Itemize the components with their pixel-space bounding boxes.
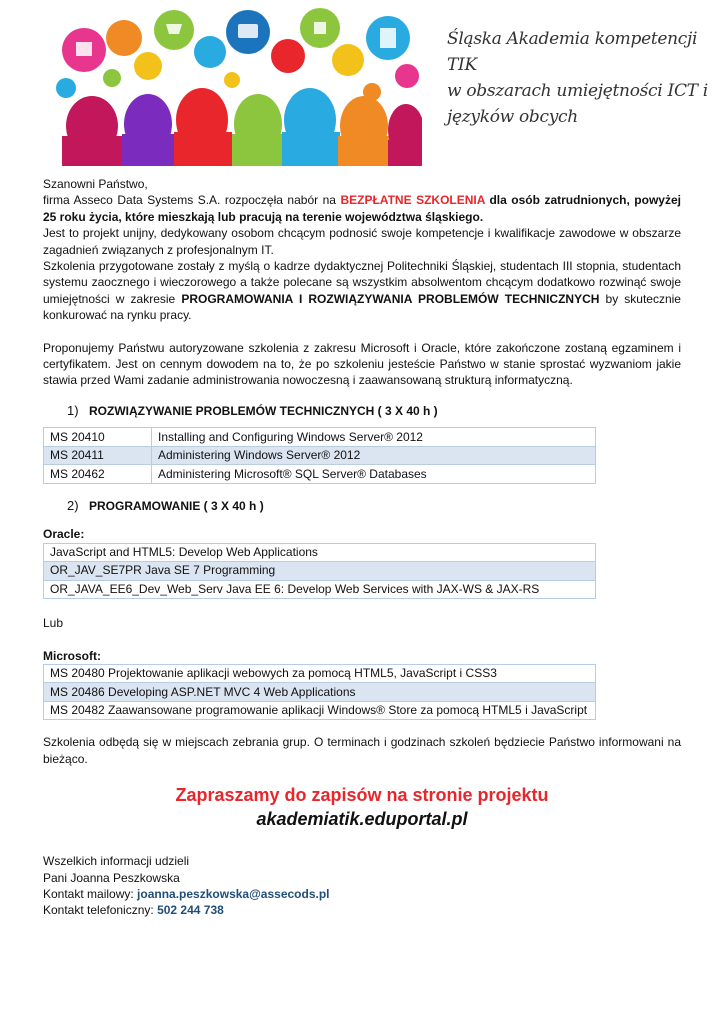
table-row [44,428,596,447]
mail-label: Kontakt mailowy: [43,887,138,902]
cta-line-1: Zapraszamy do zapisów na stronie projektu [175,785,549,806]
oracle-label: Oracle: [43,527,85,542]
oracle-course: OR_JAVA_EE6_Dev_Web_Serv Java EE 6: Develop Web Services with JAX-WS & JAX-RS [44,580,596,599]
header-title-line-4: języków obcych [447,107,578,127]
contact-mail-row [43,886,681,902]
table-row [44,580,596,599]
course-code: MS 20462 [44,465,152,484]
closing-paragraph: Szkolenia odbędą się w miejscach zebrania grup. O terminach i godzinach szkoleń będziecie Państwo informowani na bieżąco. [43,735,681,766]
header-title [447,26,708,130]
intro-paragraph-2: Jest to projekt unijny, dedykowany osobom chcącym podnosić swoje kompetencje i kwalifikacje zawodowe w obszarze zagadnień związanych z profesjonalnym IT. [43,226,681,257]
course-code: MS 20410 [44,428,152,447]
intro-paragraph-1 [43,192,681,225]
email-link[interactable]: joanna.peszkowska@assecods.pl [137,887,330,902]
table-row [44,683,596,702]
contact-block [43,853,681,919]
section-1-table [43,427,596,484]
phone-label: Kontakt telefoniczny: [43,903,158,918]
people-icons-illustration [52,8,422,166]
header-title-line-2: TIK [447,55,477,75]
intro-paragraph-4: Proponujemy Państwu autoryzowane szkolenia z zakresu Microsoft i Oracle, które zakończone zostaną egzaminem i certyfikatem. Jest on cennym dowodem na to, że po szkoleniu jesteście Państwo w stanie sprostać wyzwaniom jakie stawia przed Wami zadanie administrowania nowoczesną i zaawansowaną strukturą informatyczną. [43,340,681,388]
section-2-number: 2) [67,497,79,513]
intro-p1-text: firma Asseco Data Systems S.A. rozpoczęła nabór na [43,193,341,208]
course-name: Administering Microsoft® SQL Server® Databases [152,465,596,484]
table-row [44,562,596,581]
course-code: MS 20411 [44,446,152,465]
contact-person: Pani Joanna Peszkowska [43,870,180,885]
table-row [44,664,596,683]
oracle-course: JavaScript and HTML5: Develop Web Applications [44,543,596,562]
call-to-action [43,783,681,831]
header-title-line-1: Śląska Akademia kompetencji [447,29,698,49]
oracle-table [43,543,596,600]
document-body [43,176,681,919]
course-name: Installing and Configuring Windows Server® 2012 [152,428,596,447]
greeting: Szanowni Państwo, [43,177,148,191]
project-website-link[interactable]: akademiatik.eduportal.pl [256,809,468,830]
intro-p3-text-b: by skutecznie konkurować na rynku pracy. [43,291,681,323]
microsoft-course: MS 20480 Projektowanie aplikacji webowych za pomocą HTML5, JavaScript i CSS3 [44,664,596,683]
intro-p3-bold: PROGRAMOWANIA I ROZWIĄZYWANIA PROBLEMÓW TECHNICZNYCH [181,291,600,306]
or-text: Lub [43,616,64,631]
page-header [52,8,708,168]
free-training-highlight: BEZPŁATNE SZKOLENIA [340,193,485,208]
table-row [44,465,596,484]
contact-phone-row [43,902,681,918]
table-row [44,543,596,562]
header-title-line-3: w obszarach umiejętności ICT i [447,81,708,101]
microsoft-label: Microsoft: [43,648,101,663]
table-row [44,446,596,465]
section-2-title: PROGRAMOWANIE ( 3 X 40 h ) [89,498,264,513]
oracle-course: OR_JAV_SE7PR Java SE 7 Programming [44,562,596,581]
intro-paragraph-3 [43,258,681,324]
section-1-heading [67,403,681,419]
intro-p3-text-a: Szkolenia przygotowane zostały z myślą o kadrze dydaktycznej Politechniki Śląskiej, studentach III stopnia, studentach systemu zaocznego i wieczorowego a także polecane są wszystkim absolwentom chcącym dodatkowo rozwinąć swoje umiejętności w zakresie [43,259,681,306]
contact-intro: Wszelkich informacji udzieli [43,854,190,869]
microsoft-course: MS 20482 Zaawansowane programowanie aplikacji Windows® Store za pomocą HTML5 i JavaScript [44,701,596,720]
section-1-number: 1) [67,402,79,418]
table-row [44,701,596,720]
microsoft-course: MS 20486 Developing ASP.NET MVC 4 Web Applications [44,683,596,702]
course-name: Administering Windows Server® 2012 [152,446,596,465]
intro-p1-bold: dla osób zatrudnionych, powyżej 25 roku życia, które mieszkają lub pracują na terenie województwa śląskiego. [43,193,681,224]
phone-number[interactable]: 502 244 738 [157,903,224,918]
section-2-heading [67,498,681,514]
section-1-title: ROZWIĄZYWANIE PROBLEMÓW TECHNICZNYCH ( 3 X 40 h ) [89,403,438,418]
microsoft-table [43,664,596,721]
